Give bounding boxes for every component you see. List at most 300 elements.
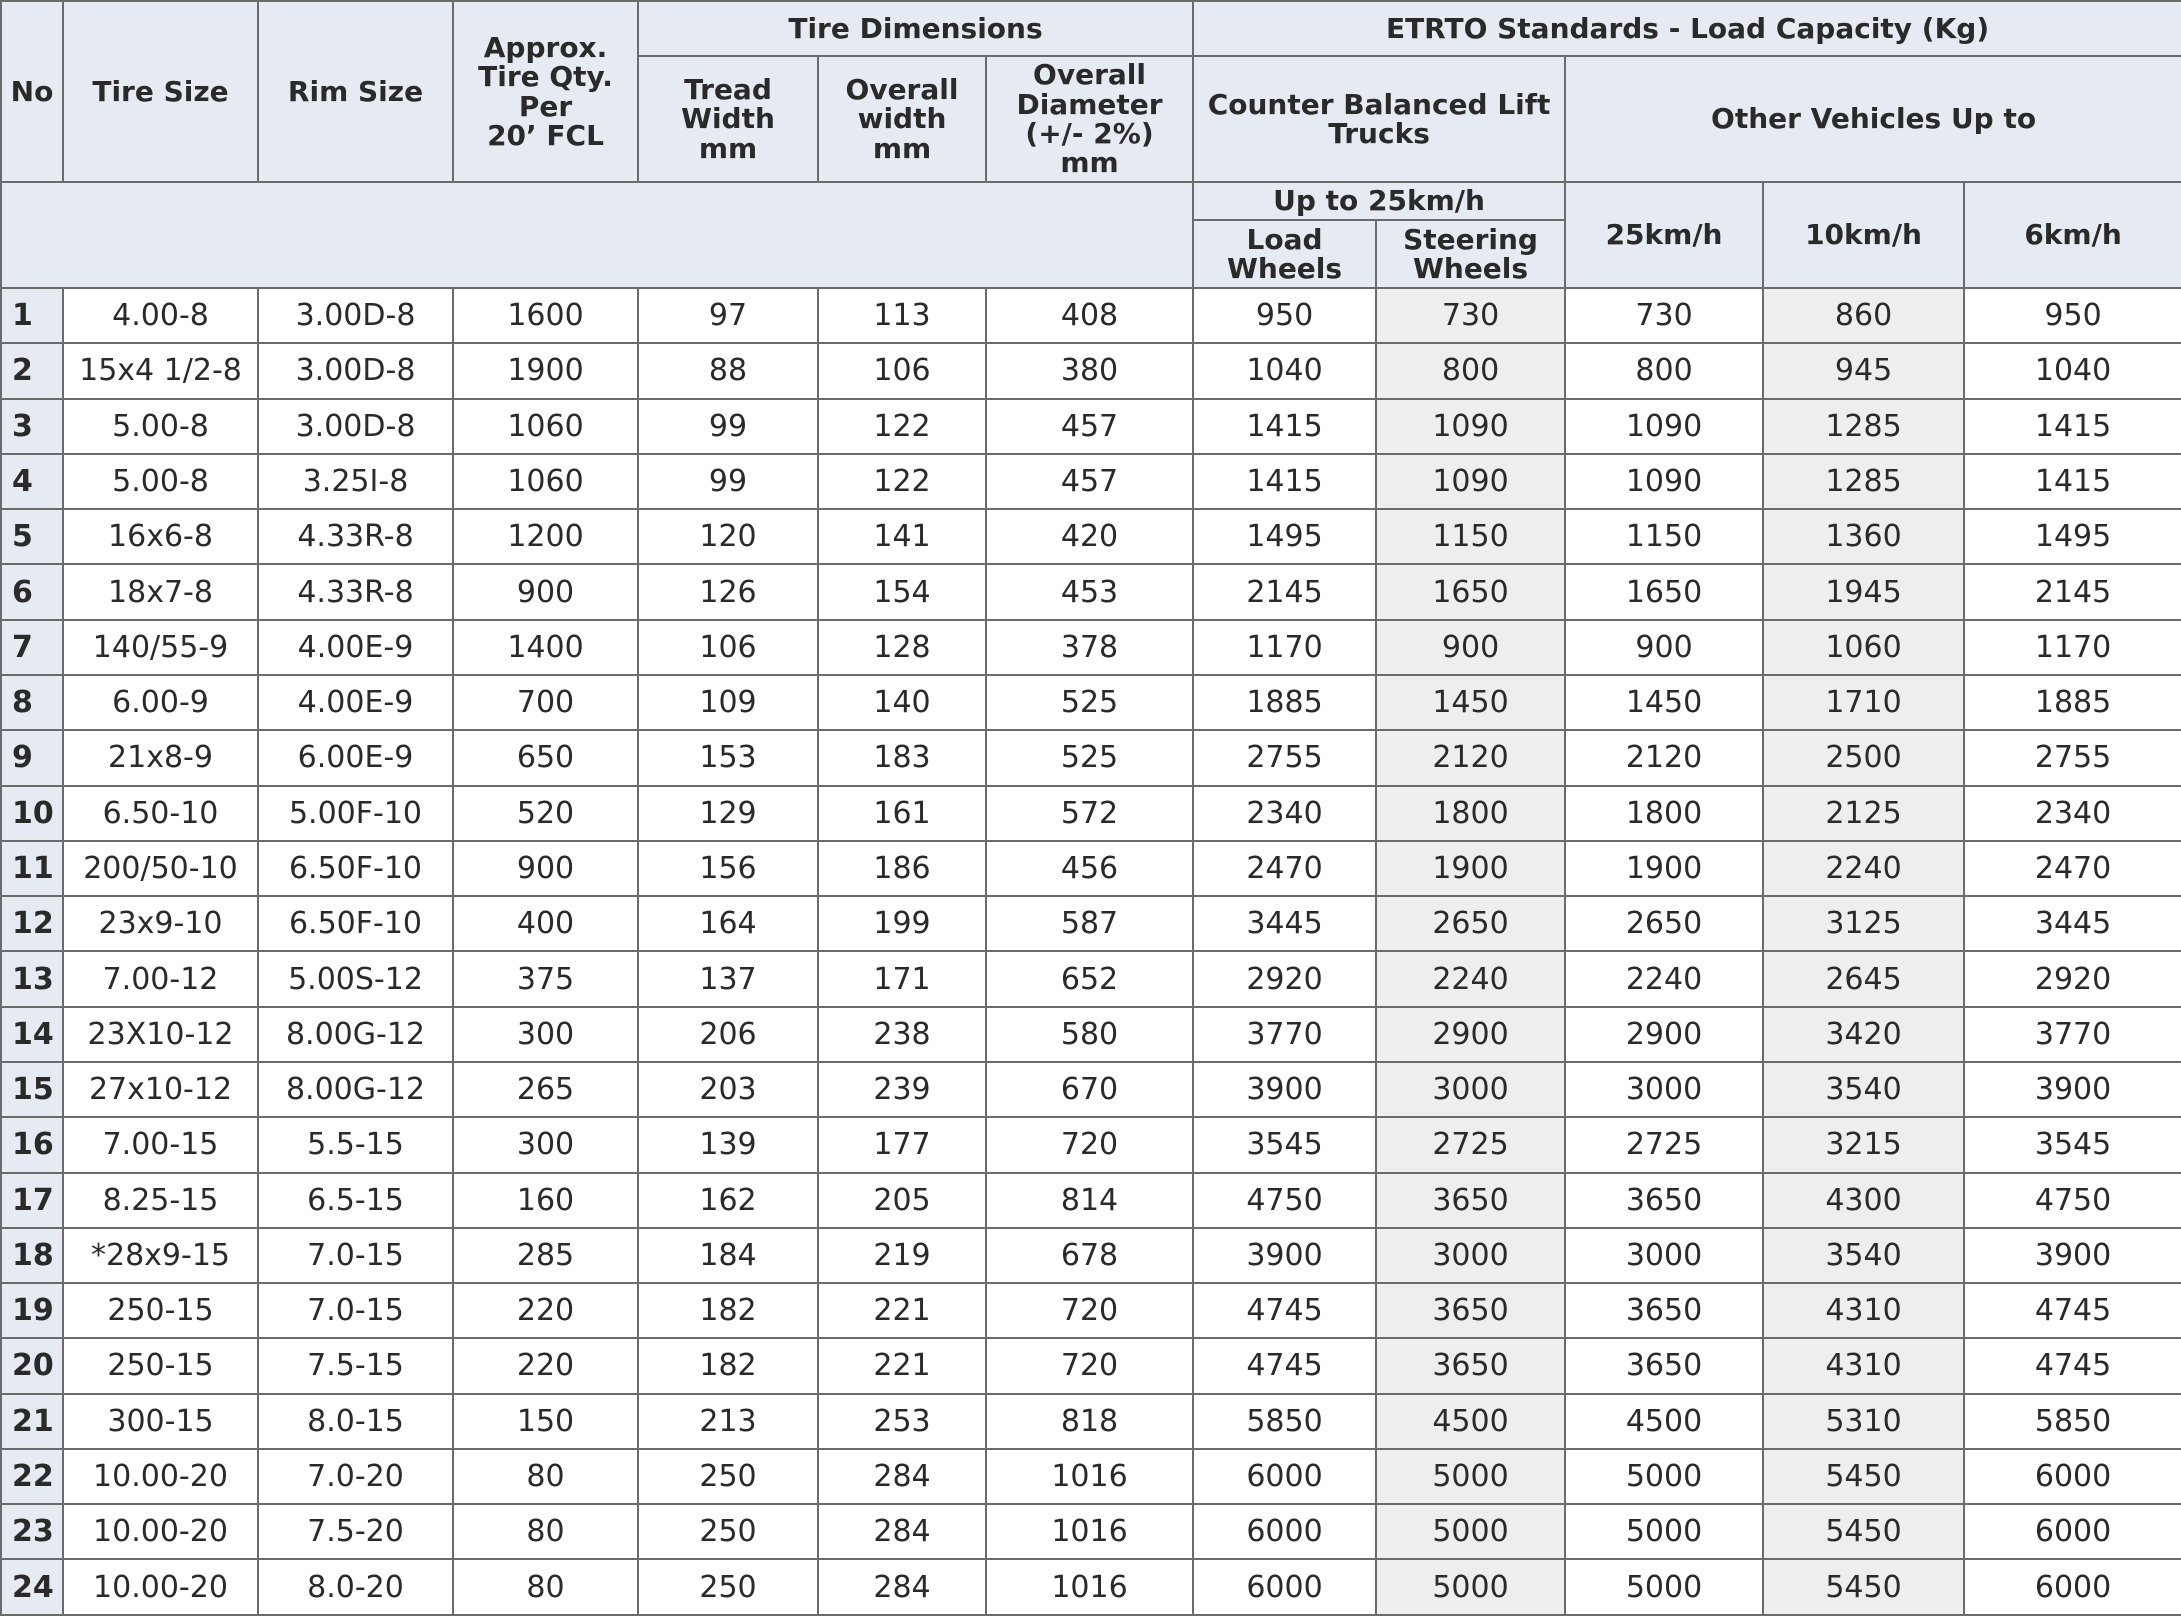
cell-speed-10kmh: 2125 — [1763, 786, 1964, 841]
cell-no: 6 — [1, 564, 63, 619]
cell-approx-qty: 520 — [453, 786, 638, 841]
header-load-wheels-line: Load — [1246, 222, 1323, 256]
cell-rim-size: 8.0-20 — [258, 1559, 453, 1614]
cell-approx-qty: 160 — [453, 1173, 638, 1228]
cell-tire-size: 6.50-10 — [63, 786, 258, 841]
cell-overall-width: 199 — [818, 896, 986, 951]
header-no: No — [1, 1, 63, 182]
cell-speed-10kmh: 4310 — [1763, 1338, 1964, 1393]
cell-tire-size: 16x6-8 — [63, 509, 258, 564]
cell-tread-width: 182 — [638, 1338, 818, 1393]
cell-no: 7 — [1, 620, 63, 675]
cell-overall-width: 205 — [818, 1173, 986, 1228]
cell-tire-size: 7.00-15 — [63, 1117, 258, 1172]
cell-tread-width: 88 — [638, 343, 818, 398]
cell-speed-6kmh: 2470 — [1964, 841, 2181, 896]
cell-overall-diameter: 572 — [986, 786, 1193, 841]
cell-speed-10kmh: 860 — [1763, 288, 1964, 343]
cell-rim-size: 8.0-15 — [258, 1394, 453, 1449]
cell-tire-size: 21x8-9 — [63, 730, 258, 785]
table-row — [1, 675, 2181, 730]
cell-steering-wheels: 2650 — [1376, 896, 1565, 951]
table-header — [1, 1, 2181, 288]
cell-approx-qty: 1400 — [453, 620, 638, 675]
cell-overall-width: 284 — [818, 1559, 986, 1614]
cell-speed-10kmh: 2500 — [1763, 730, 1964, 785]
cell-rim-size: 6.50F-10 — [258, 896, 453, 951]
cell-overall-diameter: 453 — [986, 564, 1193, 619]
cell-tire-size: 250-15 — [63, 1283, 258, 1338]
cell-speed-6kmh: 5850 — [1964, 1394, 2181, 1449]
header-load-wheels — [1193, 220, 1376, 288]
table-row — [1, 1228, 2181, 1283]
cell-no: 16 — [1, 1117, 63, 1172]
header-load-wheels-line: Wheels — [1227, 252, 1343, 285]
cell-load-wheels: 1885 — [1193, 675, 1376, 730]
cell-approx-qty: 375 — [453, 951, 638, 1006]
cell-tread-width: 139 — [638, 1117, 818, 1172]
cell-tread-width: 250 — [638, 1504, 818, 1559]
table-row — [1, 1504, 2181, 1559]
cell-speed-25kmh: 2900 — [1565, 1007, 1763, 1062]
cell-no: 9 — [1, 730, 63, 785]
cell-load-wheels: 4750 — [1193, 1173, 1376, 1228]
header-blank-span — [1, 182, 1193, 288]
cell-rim-size: 4.00E-9 — [258, 675, 453, 730]
cell-steering-wheels: 1450 — [1376, 675, 1565, 730]
cell-rim-size: 4.33R-8 — [258, 564, 453, 619]
cell-no: 18 — [1, 1228, 63, 1283]
header-approx-qty-line: 20’ FCL — [487, 118, 604, 152]
cell-rim-size: 3.00D-8 — [258, 288, 453, 343]
cell-speed-6kmh: 6000 — [1964, 1504, 2181, 1559]
cell-speed-10kmh: 5450 — [1763, 1559, 1964, 1614]
cell-overall-width: 219 — [818, 1228, 986, 1283]
cell-overall-width: 122 — [818, 454, 986, 509]
cell-steering-wheels: 2725 — [1376, 1117, 1565, 1172]
header-speed-6kmh: 6km/h — [1964, 182, 2181, 288]
cell-tread-width: 99 — [638, 454, 818, 509]
cell-speed-10kmh: 5310 — [1763, 1394, 1964, 1449]
cell-approx-qty: 900 — [453, 841, 638, 896]
cell-speed-10kmh: 5450 — [1763, 1504, 1964, 1559]
cell-tread-width: 129 — [638, 786, 818, 841]
cell-tread-width: 120 — [638, 509, 818, 564]
table-row — [1, 1559, 2181, 1614]
cell-no: 24 — [1, 1559, 63, 1614]
cell-no: 2 — [1, 343, 63, 398]
cell-speed-25kmh: 730 — [1565, 288, 1763, 343]
cell-load-wheels: 2755 — [1193, 730, 1376, 785]
cell-no: 12 — [1, 896, 63, 951]
cell-approx-qty: 80 — [453, 1504, 638, 1559]
cell-no: 15 — [1, 1062, 63, 1117]
cell-speed-10kmh: 2240 — [1763, 841, 1964, 896]
cell-overall-width: 141 — [818, 509, 986, 564]
cell-approx-qty: 300 — [453, 1007, 638, 1062]
cell-speed-6kmh: 6000 — [1964, 1559, 2181, 1614]
header-overall-diameter-line: Diameter — [1016, 87, 1163, 121]
cell-speed-6kmh: 4750 — [1964, 1173, 2181, 1228]
cell-rim-size: 3.00D-8 — [258, 343, 453, 398]
cell-overall-diameter: 720 — [986, 1283, 1193, 1338]
cell-overall-diameter: 525 — [986, 730, 1193, 785]
cell-speed-25kmh: 2725 — [1565, 1117, 1763, 1172]
cell-overall-diameter: 678 — [986, 1228, 1193, 1283]
cell-no: 17 — [1, 1173, 63, 1228]
cell-tread-width: 97 — [638, 288, 818, 343]
header-up-to-25kmh: Up to 25km/h — [1193, 182, 1565, 220]
cell-speed-25kmh: 1450 — [1565, 675, 1763, 730]
header-tread-width-line: Tread — [684, 72, 772, 106]
cell-speed-10kmh: 1360 — [1763, 509, 1964, 564]
cell-steering-wheels: 1090 — [1376, 399, 1565, 454]
cell-speed-25kmh: 3650 — [1565, 1283, 1763, 1338]
cell-overall-diameter: 1016 — [986, 1449, 1193, 1504]
cell-speed-10kmh: 3540 — [1763, 1062, 1964, 1117]
cell-load-wheels: 2920 — [1193, 951, 1376, 1006]
cell-overall-diameter: 380 — [986, 343, 1193, 398]
cell-rim-size: 6.5-15 — [258, 1173, 453, 1228]
cell-overall-width: 253 — [818, 1394, 986, 1449]
header-approx-qty-line: Tire Qty. — [478, 60, 613, 94]
cell-speed-25kmh: 3650 — [1565, 1173, 1763, 1228]
cell-speed-10kmh: 945 — [1763, 343, 1964, 398]
cell-steering-wheels: 5000 — [1376, 1559, 1565, 1614]
cell-speed-6kmh: 2755 — [1964, 730, 2181, 785]
cell-speed-6kmh: 3770 — [1964, 1007, 2181, 1062]
cell-steering-wheels: 2240 — [1376, 951, 1565, 1006]
cell-no: 8 — [1, 675, 63, 730]
cell-load-wheels: 2340 — [1193, 786, 1376, 841]
cell-overall-diameter: 1016 — [986, 1559, 1193, 1614]
cell-load-wheels: 6000 — [1193, 1559, 1376, 1614]
table-row — [1, 399, 2181, 454]
header-overall-diameter-line: (+/- 2%) — [1025, 117, 1154, 150]
cell-load-wheels: 1415 — [1193, 399, 1376, 454]
cell-approx-qty: 80 — [453, 1449, 638, 1504]
header-overall-diameter — [986, 56, 1193, 182]
header-counter-balanced-lift-trucks: Counter Balanced Lift Trucks — [1193, 56, 1565, 182]
cell-speed-10kmh: 3540 — [1763, 1228, 1964, 1283]
cell-overall-width: 186 — [818, 841, 986, 896]
cell-overall-diameter: 580 — [986, 1007, 1193, 1062]
cell-load-wheels: 2145 — [1193, 564, 1376, 619]
header-speed-25kmh: 25km/h — [1565, 182, 1763, 288]
table-row — [1, 454, 2181, 509]
cell-tread-width: 184 — [638, 1228, 818, 1283]
cell-rim-size: 5.00S-12 — [258, 951, 453, 1006]
cell-load-wheels: 4745 — [1193, 1283, 1376, 1338]
cell-rim-size: 4.00E-9 — [258, 620, 453, 675]
cell-speed-6kmh: 1415 — [1964, 399, 2181, 454]
cell-speed-6kmh: 1415 — [1964, 454, 2181, 509]
cell-speed-25kmh: 2650 — [1565, 896, 1763, 951]
cell-steering-wheels: 3000 — [1376, 1062, 1565, 1117]
cell-approx-qty: 900 — [453, 564, 638, 619]
header-etrto-standards: ETRTO Standards - Load Capacity (Kg) — [1193, 1, 2181, 56]
cell-speed-10kmh: 3215 — [1763, 1117, 1964, 1172]
header-tire-size: Tire Size — [63, 1, 258, 182]
cell-rim-size: 7.5-15 — [258, 1338, 453, 1393]
cell-speed-25kmh: 3000 — [1565, 1228, 1763, 1283]
cell-overall-diameter: 420 — [986, 509, 1193, 564]
cell-no: 20 — [1, 1338, 63, 1393]
table-row — [1, 620, 2181, 675]
cell-speed-6kmh: 1885 — [1964, 675, 2181, 730]
table-row — [1, 343, 2181, 398]
cell-overall-diameter: 525 — [986, 675, 1193, 730]
cell-speed-25kmh: 3650 — [1565, 1338, 1763, 1393]
cell-tread-width: 250 — [638, 1559, 818, 1614]
cell-overall-diameter: 456 — [986, 841, 1193, 896]
cell-load-wheels: 3770 — [1193, 1007, 1376, 1062]
cell-tread-width: 182 — [638, 1283, 818, 1338]
cell-speed-6kmh: 3445 — [1964, 896, 2181, 951]
header-other-vehicles: Other Vehicles Up to — [1565, 56, 2181, 182]
cell-speed-25kmh: 2240 — [1565, 951, 1763, 1006]
table-row — [1, 1338, 2181, 1393]
cell-tread-width: 164 — [638, 896, 818, 951]
cell-speed-25kmh: 1150 — [1565, 509, 1763, 564]
table-row — [1, 1173, 2181, 1228]
cell-no: 14 — [1, 1007, 63, 1062]
cell-rim-size: 8.00G-12 — [258, 1062, 453, 1117]
cell-speed-25kmh: 900 — [1565, 620, 1763, 675]
cell-tread-width: 250 — [638, 1449, 818, 1504]
cell-speed-6kmh: 3900 — [1964, 1062, 2181, 1117]
cell-approx-qty: 220 — [453, 1338, 638, 1393]
cell-speed-10kmh: 3420 — [1763, 1007, 1964, 1062]
table-row — [1, 1117, 2181, 1172]
cell-load-wheels: 4745 — [1193, 1338, 1376, 1393]
cell-overall-width: 128 — [818, 620, 986, 675]
cell-speed-25kmh: 5000 — [1565, 1504, 1763, 1559]
cell-no: 5 — [1, 509, 63, 564]
cell-speed-6kmh: 1040 — [1964, 343, 2181, 398]
header-overall-width-line: Overall — [845, 72, 959, 106]
cell-load-wheels: 950 — [1193, 288, 1376, 343]
cell-tire-size: 6.00-9 — [63, 675, 258, 730]
header-steering-wheels-line: Wheels — [1413, 252, 1529, 285]
cell-steering-wheels: 5000 — [1376, 1504, 1565, 1559]
cell-steering-wheels: 5000 — [1376, 1449, 1565, 1504]
table-row — [1, 786, 2181, 841]
cell-overall-diameter: 818 — [986, 1394, 1193, 1449]
cell-tread-width: 99 — [638, 399, 818, 454]
cell-overall-width: 171 — [818, 951, 986, 1006]
cell-speed-10kmh: 1945 — [1763, 564, 1964, 619]
cell-overall-width: 284 — [818, 1449, 986, 1504]
header-tread-width-line: mm — [698, 131, 758, 165]
cell-speed-25kmh: 5000 — [1565, 1449, 1763, 1504]
cell-steering-wheels: 3000 — [1376, 1228, 1565, 1283]
cell-no: 13 — [1, 951, 63, 1006]
cell-speed-25kmh: 800 — [1565, 343, 1763, 398]
cell-approx-qty: 1900 — [453, 343, 638, 398]
cell-tire-size: 10.00-20 — [63, 1449, 258, 1504]
cell-tread-width: 156 — [638, 841, 818, 896]
table-row — [1, 896, 2181, 951]
cell-tread-width: 206 — [638, 1007, 818, 1062]
cell-tire-size: *28x9-15 — [63, 1228, 258, 1283]
cell-overall-diameter: 457 — [986, 454, 1193, 509]
cell-speed-25kmh: 1090 — [1565, 399, 1763, 454]
cell-speed-10kmh: 3125 — [1763, 896, 1964, 951]
cell-approx-qty: 300 — [453, 1117, 638, 1172]
cell-no: 23 — [1, 1504, 63, 1559]
cell-tire-size: 200/50-10 — [63, 841, 258, 896]
table-row — [1, 1283, 2181, 1338]
header-steering-wheels-line: Steering — [1403, 222, 1538, 256]
cell-rim-size: 7.0-15 — [258, 1228, 453, 1283]
cell-load-wheels: 1170 — [1193, 620, 1376, 675]
header-overall-diameter-line: mm — [1060, 146, 1119, 180]
cell-tread-width: 126 — [638, 564, 818, 619]
cell-approx-qty: 1060 — [453, 454, 638, 509]
header-tire-dimensions: Tire Dimensions — [638, 1, 1193, 56]
cell-load-wheels: 5850 — [1193, 1394, 1376, 1449]
cell-speed-10kmh: 1710 — [1763, 675, 1964, 730]
header-steering-wheels — [1376, 220, 1565, 288]
cell-load-wheels: 3545 — [1193, 1117, 1376, 1172]
cell-tire-size: 27x10-12 — [63, 1062, 258, 1117]
cell-tire-size: 4.00-8 — [63, 288, 258, 343]
cell-overall-width: 284 — [818, 1504, 986, 1559]
cell-approx-qty: 1200 — [453, 509, 638, 564]
cell-steering-wheels: 800 — [1376, 343, 1565, 398]
cell-tire-size: 18x7-8 — [63, 564, 258, 619]
cell-steering-wheels: 1150 — [1376, 509, 1565, 564]
cell-speed-10kmh: 5450 — [1763, 1449, 1964, 1504]
cell-speed-6kmh: 1170 — [1964, 620, 2181, 675]
cell-load-wheels: 3445 — [1193, 896, 1376, 951]
cell-load-wheels: 2470 — [1193, 841, 1376, 896]
cell-load-wheels: 3900 — [1193, 1228, 1376, 1283]
cell-load-wheels: 1040 — [1193, 343, 1376, 398]
cell-tread-width: 106 — [638, 620, 818, 675]
cell-load-wheels: 1495 — [1193, 509, 1376, 564]
cell-no: 21 — [1, 1394, 63, 1449]
cell-approx-qty: 400 — [453, 896, 638, 951]
cell-tire-size: 250-15 — [63, 1338, 258, 1393]
cell-steering-wheels: 730 — [1376, 288, 1565, 343]
cell-tire-size: 10.00-20 — [63, 1559, 258, 1614]
cell-steering-wheels: 1650 — [1376, 564, 1565, 619]
cell-overall-width: 239 — [818, 1062, 986, 1117]
cell-overall-width: 221 — [818, 1283, 986, 1338]
cell-tire-size: 7.00-12 — [63, 951, 258, 1006]
cell-rim-size: 8.00G-12 — [258, 1007, 453, 1062]
cell-overall-diameter: 670 — [986, 1062, 1193, 1117]
cell-overall-width: 140 — [818, 675, 986, 730]
header-overall-width-line: mm — [872, 131, 932, 165]
cell-no: 11 — [1, 841, 63, 896]
cell-steering-wheels: 900 — [1376, 620, 1565, 675]
cell-steering-wheels: 1090 — [1376, 454, 1565, 509]
cell-tire-size: 10.00-20 — [63, 1504, 258, 1559]
cell-rim-size: 6.50F-10 — [258, 841, 453, 896]
cell-rim-size: 6.00E-9 — [258, 730, 453, 785]
cell-speed-10kmh: 2645 — [1763, 951, 1964, 1006]
cell-no: 3 — [1, 399, 63, 454]
cell-tire-size: 8.25-15 — [63, 1173, 258, 1228]
table-body — [1, 288, 2181, 1615]
cell-overall-diameter: 587 — [986, 896, 1193, 951]
cell-overall-width: 238 — [818, 1007, 986, 1062]
cell-overall-width: 177 — [818, 1117, 986, 1172]
cell-rim-size: 5.00F-10 — [258, 786, 453, 841]
cell-overall-diameter: 457 — [986, 399, 1193, 454]
cell-speed-6kmh: 2340 — [1964, 786, 2181, 841]
table-row — [1, 1449, 2181, 1504]
header-overall-diameter-line: Overall — [1033, 58, 1146, 92]
cell-tire-size: 15x4 1/2-8 — [63, 343, 258, 398]
table-row — [1, 1007, 2181, 1062]
cell-tread-width: 162 — [638, 1173, 818, 1228]
header-speed-10kmh: 10km/h — [1763, 182, 1964, 288]
cell-load-wheels: 6000 — [1193, 1449, 1376, 1504]
cell-tire-size: 5.00-8 — [63, 399, 258, 454]
cell-steering-wheels: 4500 — [1376, 1394, 1565, 1449]
table-row — [1, 951, 2181, 1006]
cell-speed-6kmh: 950 — [1964, 288, 2181, 343]
cell-approx-qty: 1060 — [453, 399, 638, 454]
cell-load-wheels: 3900 — [1193, 1062, 1376, 1117]
cell-rim-size: 7.5-20 — [258, 1504, 453, 1559]
cell-approx-qty: 650 — [453, 730, 638, 785]
cell-tire-size: 23x9-10 — [63, 896, 258, 951]
cell-tread-width: 153 — [638, 730, 818, 785]
cell-overall-diameter: 408 — [986, 288, 1193, 343]
cell-tread-width: 213 — [638, 1394, 818, 1449]
cell-tire-size: 23X10-12 — [63, 1007, 258, 1062]
cell-overall-width: 161 — [818, 786, 986, 841]
cell-approx-qty: 1600 — [453, 288, 638, 343]
cell-tread-width: 203 — [638, 1062, 818, 1117]
cell-rim-size: 3.00D-8 — [258, 399, 453, 454]
table-row — [1, 564, 2181, 619]
cell-speed-6kmh: 3545 — [1964, 1117, 2181, 1172]
cell-approx-qty: 80 — [453, 1559, 638, 1614]
cell-rim-size: 5.5-15 — [258, 1117, 453, 1172]
header-rim-size: Rim Size — [258, 1, 453, 182]
cell-tread-width: 137 — [638, 951, 818, 1006]
cell-speed-10kmh: 1285 — [1763, 399, 1964, 454]
cell-overall-width: 106 — [818, 343, 986, 398]
cell-approx-qty: 285 — [453, 1228, 638, 1283]
cell-speed-25kmh: 4500 — [1565, 1394, 1763, 1449]
header-tread-width-line: Width — [681, 102, 775, 136]
cell-load-wheels: 6000 — [1193, 1504, 1376, 1559]
cell-steering-wheels: 3650 — [1376, 1283, 1565, 1338]
cell-speed-25kmh: 2120 — [1565, 730, 1763, 785]
header-tread-width — [638, 56, 818, 182]
cell-rim-size: 7.0-20 — [258, 1449, 453, 1504]
cell-tire-size: 300-15 — [63, 1394, 258, 1449]
cell-approx-qty: 265 — [453, 1062, 638, 1117]
cell-overall-width: 113 — [818, 288, 986, 343]
cell-overall-diameter: 814 — [986, 1173, 1193, 1228]
cell-overall-width: 183 — [818, 730, 986, 785]
cell-speed-6kmh: 4745 — [1964, 1338, 2181, 1393]
table-row — [1, 509, 2181, 564]
cell-speed-10kmh: 1285 — [1763, 454, 1964, 509]
cell-overall-width: 154 — [818, 564, 986, 619]
table-row — [1, 1394, 2181, 1449]
cell-overall-diameter: 1016 — [986, 1504, 1193, 1559]
table-row — [1, 1062, 2181, 1117]
